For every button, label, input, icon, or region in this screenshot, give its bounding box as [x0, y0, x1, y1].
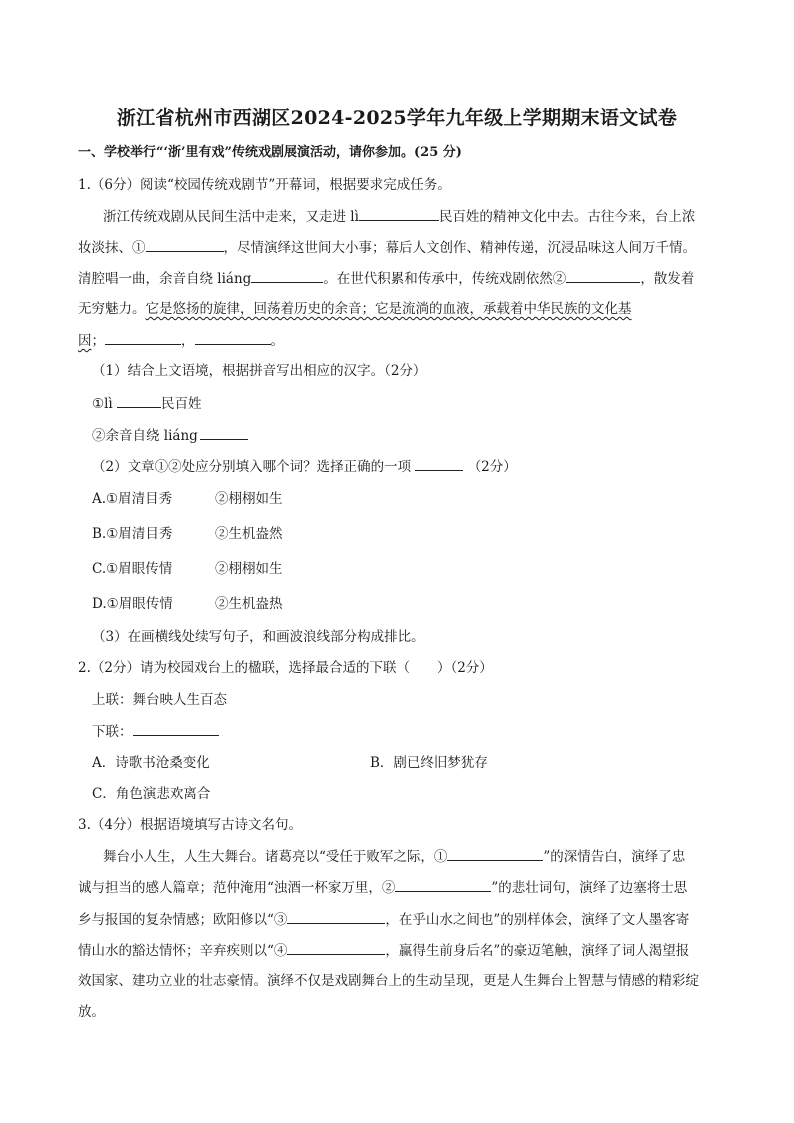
couplet-lower — [92, 721, 219, 742]
subquestion-1: （1）结合上文语境，根据拼音写出相应的汉字。（2分） — [92, 363, 427, 379]
question-3-stem: 3.（4分）根据语境填写古诗文名句。 — [78, 817, 302, 833]
passage-text: ，赢得生前身后名”的豪迈笔触，演绎了词人渴望报 — [385, 943, 690, 959]
q3-line-6: 放。 — [78, 1004, 105, 1020]
passage-text: ，在乎山水之间也”的别样体会，演绎了文人墨客寄 — [385, 912, 690, 928]
passage-text: 诚与担当的感人篇章；范仲淹用“浊酒一杯家万里，② — [78, 880, 396, 896]
passage-text: 无穷魅力。 — [78, 301, 146, 317]
answer-blank[interactable] — [395, 877, 491, 892]
passage-line-2 — [78, 237, 696, 258]
subquestion-1-item-b — [92, 425, 248, 446]
passage-text: 。 — [270, 333, 284, 349]
passage-line-5 — [78, 330, 284, 351]
passage-text: 情山水的豁达情怀；辛弃疾则以“④ — [78, 943, 288, 959]
answer-blank[interactable] — [200, 425, 248, 440]
option-a[interactable]: A．诗歌书沧桑变化 — [92, 755, 210, 771]
passage-text: 民百姓的精神文化中去。古往今来，台上浓 — [438, 209, 696, 225]
option-label: A.①眉清目秀 — [92, 491, 173, 507]
answer-blank[interactable] — [566, 268, 640, 283]
item-text: ①lì — [92, 396, 113, 412]
passage-text: ”的悲壮词句，演绎了边塞将士思 — [491, 880, 688, 896]
option-a[interactable] — [92, 489, 172, 509]
passage-text: ，散发着 — [640, 271, 695, 287]
option-label: B.①眉清目秀 — [92, 526, 173, 542]
item-text: 下联： — [92, 724, 133, 740]
answer-blank[interactable] — [447, 846, 543, 861]
subquestion-2 — [92, 456, 517, 477]
passage-text: ”的深情告白，演绎了忠 — [543, 849, 686, 865]
q3-line-3 — [78, 909, 689, 930]
answer-blank[interactable] — [287, 940, 385, 955]
passage-text: 妆淡抹、① — [78, 240, 146, 256]
option-b[interactable]: B．剧已终旧梦犹存 — [370, 755, 488, 771]
passage-text: 舞台小人生，人生大舞台。诸葛亮以“受任于败军之际，① — [103, 849, 448, 865]
q3-line-5: 效国家、建功立业的壮志豪情。演绎不仅是戏剧舞台上的生动呈现，更是人生舞台上智慧与情感的精彩绽 — [78, 973, 699, 989]
answer-blank[interactable] — [133, 721, 219, 736]
option-d[interactable] — [92, 594, 173, 614]
section-heading: 一、学校举行“‘浙’里有戏”传统戏剧展演活动，请你参加。(25 分) — [78, 145, 462, 160]
answer-blank[interactable] — [415, 456, 463, 471]
item-text: 民百姓 — [161, 396, 202, 412]
wavy-underlined-text: 它是悠扬的旋律，回荡着历史的余音；它是流淌的血液，承载着中华民族的文化基 — [145, 301, 632, 317]
q3-line-2 — [78, 877, 687, 898]
passage-line-4 — [78, 299, 632, 319]
passage-text: 浙江传统戏剧从民间生活中走来，又走进 lì — [103, 209, 359, 225]
answer-blank[interactable] — [117, 393, 161, 408]
q3-line-1 — [103, 846, 685, 867]
option-label: C.①眉眼传情 — [92, 561, 173, 577]
option-b-right: ②生机盎然 — [215, 526, 283, 542]
option-d-right: ②生机盎热 — [215, 596, 283, 612]
passage-text: ； — [91, 333, 105, 349]
answer-blank[interactable] — [359, 206, 439, 221]
passage-line-1 — [103, 206, 695, 227]
question-1-stem: 1.（6分）阅读“校园传统戏剧节”开幕词，根据要求完成任务。 — [78, 177, 451, 193]
couplet-upper: 上联：舞台映人生百态 — [92, 692, 227, 708]
subquestion-1-item-a — [92, 393, 202, 414]
option-c-right: ②栩栩如生 — [215, 561, 283, 577]
passage-text: 乡与报国的复杂情感；欧阳修以“③ — [78, 912, 288, 928]
passage-text: ，尽情演绎这世间大小事；幕后人文创作、精神传递，沉浸品味这人间万千情。 — [223, 240, 696, 256]
option-a-right: ②栩栩如生 — [215, 491, 283, 507]
question-2-stem: 2.（2分）请为校园戏台上的楹联，选择最合适的下联（ ）（2分） — [78, 660, 493, 676]
option-c[interactable] — [92, 559, 172, 579]
subquestion-3: （3）在画横线处续写句子，和画波浪线部分构成排比。 — [92, 629, 425, 645]
item-text: ②余音自绕 liáng — [92, 428, 198, 444]
option-c[interactable]: C．角色演悲欢离合 — [92, 786, 211, 802]
wavy-underlined-text: 因 — [78, 333, 92, 349]
passage-line-3 — [78, 268, 694, 289]
answer-blank[interactable] — [251, 268, 323, 283]
item-text: （2）文章①②处应分别填入哪个词？选择正确的一项 — [92, 459, 412, 475]
answer-blank[interactable] — [146, 237, 224, 252]
item-text: （2分） — [467, 459, 517, 475]
passage-text: ， — [181, 333, 195, 349]
answer-blank[interactable] — [287, 909, 385, 924]
page-title: 浙江省杭州市西湖区2024-2025学年九年级上学期期末语文试卷 — [116, 107, 678, 129]
q3-line-4 — [78, 940, 689, 961]
passage-text: 。在世代积累和传承中，传统戏剧依然② — [323, 271, 567, 287]
answer-blank[interactable] — [195, 330, 271, 345]
answer-blank[interactable] — [105, 330, 181, 345]
option-label: D.①眉眼传情 — [92, 596, 173, 612]
option-b[interactable] — [92, 524, 172, 544]
passage-text: 清腔唱一曲，余音自绕 liáng — [78, 271, 252, 287]
